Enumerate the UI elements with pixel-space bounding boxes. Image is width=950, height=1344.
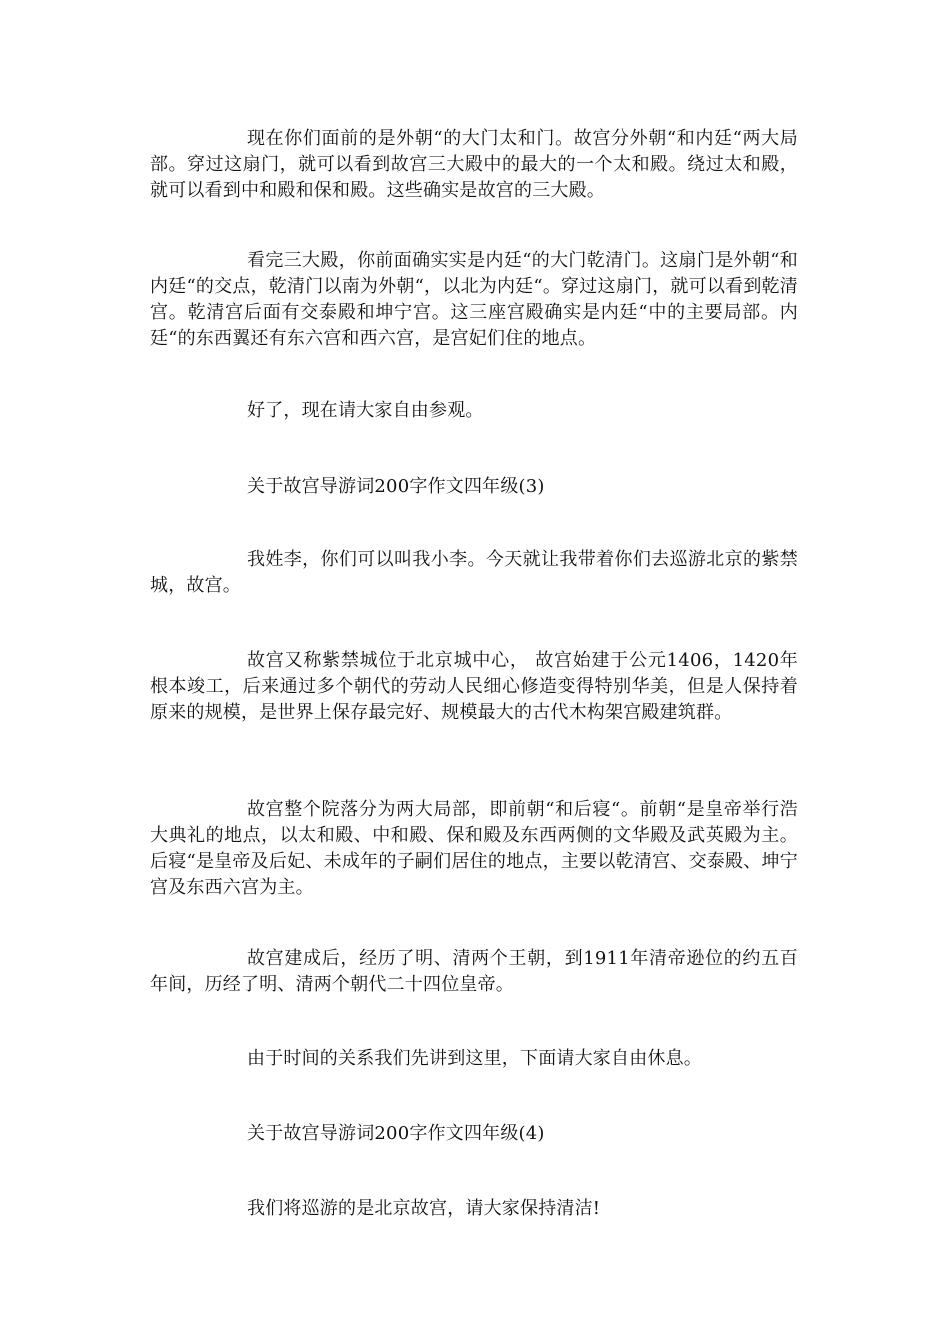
paragraph-guide-intro: 我姓李，你们可以叫我小李。今天就让我带着你们去巡游北京的紫禁城，故宫。 [150,549,798,596]
paragraph-rest: 由于时间的关系我们先讲到这里，下面请大家自由休息。 [247,1048,702,1069]
paragraph-forbidden-city: 故宫又称紫禁城位于北京城中心， 故宫始建于公元1406，1420年根本竣工，后来通过多个朝代的劳动人民细心修造变得特别华美，但是人保持着原来的规模，是世界上保存最完好、规模最大的古代木构架宫殿建筑群。 [150,650,798,723]
section-heading-3: 关于故宫导游词200字作文四年级(3) [247,476,545,497]
section-heading-4: 关于故宫导游词200字作文四年级(4) [247,1123,545,1144]
paragraph-qianqing-gate: 看完三大殿，你前面确实实是内廷“的大门乾清门。这扇门是外朝“和内廷“的交点，乾清门以南为外朝“，以北为内廷“。穿过这扇门，就可以看到乾清宫。乾清宫后面有交泰殿和坤宁宫。这三座宫殿确实是内廷“中的主要局部。内廷“的东西翼还有东六宫和西六宫，是宫妃们住的地点。 [150,250,798,349]
paragraph-taihe-gate: 现在你们面前的是外朝“的大门太和门。故宫分外朝“和内廷“两大局部。穿过这扇门，就可以看到故宫三大殿中的最大的一个太和殿。绕过太和殿，就可以看到中和殿和保和殿。这些确实是故宫的三大殿。 [150,128,798,201]
paragraph-court-layout: 故宫整个院落分为两大局部，即前朝“和后寝“。前朝“是皇帝举行浩大典礼的地点，以太和殿、中和殿、保和殿及东西两侧的文华殿及武英殿为主。后寝“是皇帝及后妃、未成年的子嗣们居住的地点，主要以乾清宫、交泰殿、坤宁宫及东西六宫为主。 [150,799,798,898]
paragraph-keep-clean: 我们将巡游的是北京故宫，请大家保持清洁! [247,1198,601,1219]
paragraph-dynasties: 故宫建成后，经历了明、清两个王朝，到1911年清帝逊位的约五百年间，历经了明、清两个朝代二十四位皇帝。 [150,948,798,995]
paragraph-free-visit: 好了，现在请大家自由参观。 [247,400,484,421]
